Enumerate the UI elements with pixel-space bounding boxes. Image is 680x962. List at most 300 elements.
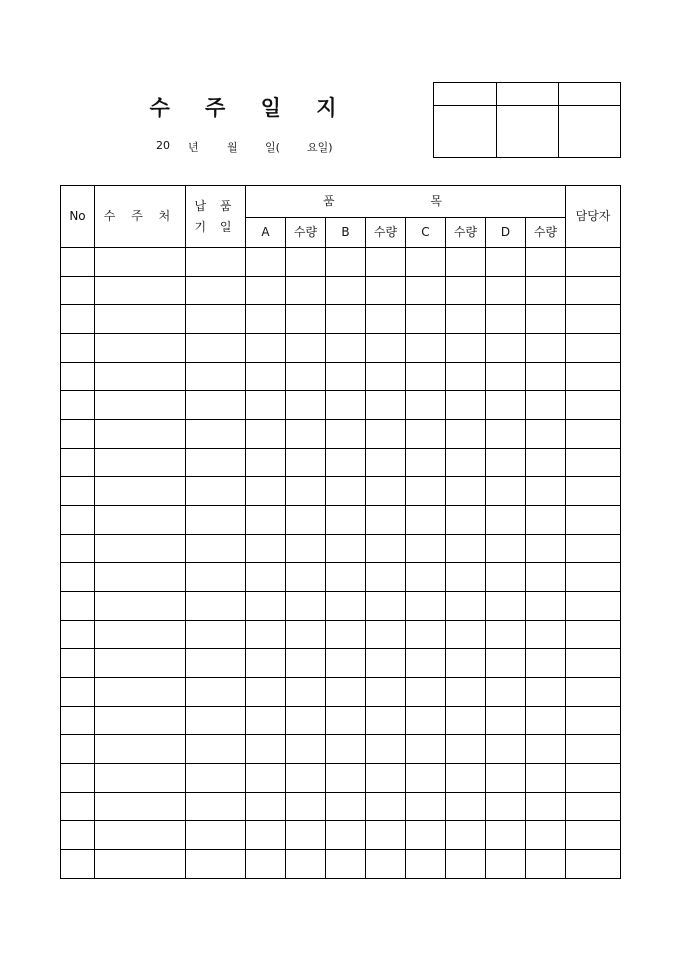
qty-a-cell[interactable] xyxy=(286,276,326,305)
due-date-cell[interactable] xyxy=(186,305,246,334)
due-date-cell[interactable] xyxy=(186,592,246,621)
header-no: No xyxy=(61,186,95,248)
item-d-cell[interactable] xyxy=(486,792,526,821)
qty-c-cell[interactable] xyxy=(446,821,486,850)
manager-cell[interactable] xyxy=(566,391,621,420)
item-a-cell[interactable] xyxy=(246,735,286,764)
manager-cell[interactable] xyxy=(566,420,621,449)
item-a-cell[interactable] xyxy=(246,391,286,420)
item-b-cell[interactable] xyxy=(326,850,366,879)
item-a-cell[interactable] xyxy=(246,248,286,277)
qty-d-cell[interactable] xyxy=(526,362,566,391)
manager-cell[interactable] xyxy=(566,506,621,535)
manager-cell[interactable] xyxy=(566,534,621,563)
item-b-cell[interactable] xyxy=(326,477,366,506)
table-row xyxy=(61,477,621,506)
qty-b-cell[interactable] xyxy=(366,792,406,821)
qty-b-cell[interactable] xyxy=(366,276,406,305)
qty-b-cell[interactable] xyxy=(366,477,406,506)
no-cell[interactable] xyxy=(61,477,95,506)
qty-a-cell[interactable] xyxy=(286,792,326,821)
qty-c-cell[interactable] xyxy=(446,448,486,477)
item-c-cell[interactable] xyxy=(406,850,446,879)
qty-a-cell[interactable] xyxy=(286,678,326,707)
qty-d-cell[interactable] xyxy=(526,620,566,649)
due-date-cell[interactable] xyxy=(186,276,246,305)
qty-a-cell[interactable] xyxy=(286,850,326,879)
due-date-cell[interactable] xyxy=(186,248,246,277)
year-prefix: 20 xyxy=(156,139,170,152)
client-cell[interactable] xyxy=(95,592,186,621)
item-a-cell[interactable] xyxy=(246,448,286,477)
item-d-cell[interactable] xyxy=(486,334,526,363)
year-unit: 년 xyxy=(188,141,199,154)
manager-cell[interactable] xyxy=(566,649,621,678)
qty-b-cell[interactable] xyxy=(366,362,406,391)
qty-d-cell[interactable] xyxy=(526,649,566,678)
qty-c-cell[interactable] xyxy=(446,592,486,621)
item-c-cell[interactable] xyxy=(406,706,446,735)
header-client: 수 주 처 xyxy=(95,186,186,248)
table-body xyxy=(61,248,621,879)
qty-c-cell[interactable] xyxy=(446,764,486,793)
qty-b-cell[interactable] xyxy=(366,534,406,563)
qty-d-cell[interactable] xyxy=(526,706,566,735)
item-d-cell[interactable] xyxy=(486,276,526,305)
item-d-cell[interactable] xyxy=(486,448,526,477)
header-items-group: 품 목 xyxy=(246,186,566,218)
manager-cell[interactable] xyxy=(566,592,621,621)
client-cell[interactable] xyxy=(95,362,186,391)
month-unit: 월 xyxy=(227,141,238,154)
client-cell[interactable] xyxy=(95,420,186,449)
item-c-cell[interactable] xyxy=(406,334,446,363)
qty-b-cell[interactable] xyxy=(366,649,406,678)
item-c-cell[interactable] xyxy=(406,678,446,707)
qty-d-cell[interactable] xyxy=(526,391,566,420)
item-b-cell[interactable] xyxy=(326,334,366,363)
manager-cell[interactable] xyxy=(566,334,621,363)
qty-b-cell[interactable] xyxy=(366,448,406,477)
item-a-cell[interactable] xyxy=(246,276,286,305)
due-date-cell[interactable] xyxy=(186,792,246,821)
client-cell[interactable] xyxy=(95,792,186,821)
item-d-cell[interactable] xyxy=(486,592,526,621)
header-item-letter: C xyxy=(406,218,446,248)
qty-b-cell[interactable] xyxy=(366,563,406,592)
manager-cell[interactable] xyxy=(566,821,621,850)
qty-d-cell[interactable] xyxy=(526,534,566,563)
no-cell[interactable] xyxy=(61,592,95,621)
client-cell[interactable] xyxy=(95,305,186,334)
item-b-cell[interactable] xyxy=(326,305,366,334)
item-c-cell[interactable] xyxy=(406,506,446,535)
no-cell[interactable] xyxy=(61,506,95,535)
due-date-cell[interactable] xyxy=(186,706,246,735)
qty-a-cell[interactable] xyxy=(286,477,326,506)
manager-cell[interactable] xyxy=(566,276,621,305)
due-date-cell[interactable] xyxy=(186,678,246,707)
qty-b-cell[interactable] xyxy=(366,735,406,764)
qty-b-cell[interactable] xyxy=(366,764,406,793)
item-b-cell[interactable] xyxy=(326,391,366,420)
due-date-cell[interactable] xyxy=(186,821,246,850)
qty-b-cell[interactable] xyxy=(366,506,406,535)
table-row xyxy=(61,706,621,735)
qty-a-cell[interactable] xyxy=(286,420,326,449)
qty-a-cell[interactable] xyxy=(286,563,326,592)
item-c-cell[interactable] xyxy=(406,248,446,277)
qty-b-cell[interactable] xyxy=(366,248,406,277)
manager-cell[interactable] xyxy=(566,248,621,277)
item-c-cell[interactable] xyxy=(406,592,446,621)
item-a-cell[interactable] xyxy=(246,334,286,363)
client-cell[interactable] xyxy=(95,391,186,420)
item-a-cell[interactable] xyxy=(246,764,286,793)
item-d-cell[interactable] xyxy=(486,735,526,764)
due-date-cell[interactable] xyxy=(186,764,246,793)
client-cell[interactable] xyxy=(95,248,186,277)
approval-header-cell[interactable] xyxy=(559,83,621,106)
no-cell[interactable] xyxy=(61,362,95,391)
item-b-cell[interactable] xyxy=(326,362,366,391)
qty-d-cell[interactable] xyxy=(526,678,566,707)
item-c-cell[interactable] xyxy=(406,420,446,449)
client-cell[interactable] xyxy=(95,563,186,592)
item-d-cell[interactable] xyxy=(486,305,526,334)
qty-d-cell[interactable] xyxy=(526,477,566,506)
item-a-cell[interactable] xyxy=(246,821,286,850)
item-a-cell[interactable] xyxy=(246,620,286,649)
item-b-cell[interactable] xyxy=(326,764,366,793)
qty-b-cell[interactable] xyxy=(366,678,406,707)
qty-c-cell[interactable] xyxy=(446,620,486,649)
item-c-cell[interactable] xyxy=(406,649,446,678)
qty-a-cell[interactable] xyxy=(286,649,326,678)
item-b-cell[interactable] xyxy=(326,448,366,477)
qty-d-cell[interactable] xyxy=(526,764,566,793)
manager-cell[interactable] xyxy=(566,477,621,506)
qty-d-cell[interactable] xyxy=(526,506,566,535)
due-date-cell[interactable] xyxy=(186,420,246,449)
table-row xyxy=(61,334,621,363)
item-b-cell[interactable] xyxy=(326,735,366,764)
item-a-cell[interactable] xyxy=(246,477,286,506)
client-cell[interactable] xyxy=(95,477,186,506)
item-a-cell[interactable] xyxy=(246,362,286,391)
approval-sign-cell[interactable] xyxy=(434,106,497,158)
item-b-cell[interactable] xyxy=(326,792,366,821)
item-d-cell[interactable] xyxy=(486,678,526,707)
item-d-cell[interactable] xyxy=(486,506,526,535)
manager-cell[interactable] xyxy=(566,362,621,391)
item-a-cell[interactable] xyxy=(246,592,286,621)
qty-b-cell[interactable] xyxy=(366,592,406,621)
no-cell[interactable] xyxy=(61,706,95,735)
qty-a-cell[interactable] xyxy=(286,305,326,334)
qty-c-cell[interactable] xyxy=(446,420,486,449)
qty-c-cell[interactable] xyxy=(446,391,486,420)
approval-header-cell[interactable] xyxy=(497,83,559,106)
manager-cell[interactable] xyxy=(566,620,621,649)
header-quantity: 수량 xyxy=(286,218,326,248)
item-a-cell[interactable] xyxy=(246,678,286,707)
item-d-cell[interactable] xyxy=(486,362,526,391)
order-log-table xyxy=(60,185,621,879)
item-a-cell[interactable] xyxy=(246,420,286,449)
due-date-cell[interactable] xyxy=(186,391,246,420)
qty-c-cell[interactable] xyxy=(446,534,486,563)
qty-a-cell[interactable] xyxy=(286,764,326,793)
due-date-cell[interactable] xyxy=(186,448,246,477)
due-date-cell[interactable] xyxy=(186,534,246,563)
item-c-cell[interactable] xyxy=(406,477,446,506)
item-d-cell[interactable] xyxy=(486,563,526,592)
item-d-cell[interactable] xyxy=(486,420,526,449)
item-b-cell[interactable] xyxy=(326,678,366,707)
no-cell[interactable] xyxy=(61,391,95,420)
no-cell[interactable] xyxy=(61,678,95,707)
due-date-cell[interactable] xyxy=(186,477,246,506)
qty-d-cell[interactable] xyxy=(526,592,566,621)
client-cell[interactable] xyxy=(95,620,186,649)
client-cell[interactable] xyxy=(95,706,186,735)
item-d-cell[interactable] xyxy=(486,477,526,506)
qty-c-cell[interactable] xyxy=(446,678,486,707)
due-date-cell[interactable] xyxy=(186,334,246,363)
manager-cell[interactable] xyxy=(566,563,621,592)
table-row xyxy=(61,678,621,707)
qty-a-cell[interactable] xyxy=(286,620,326,649)
header-quantity: 수량 xyxy=(366,218,406,248)
qty-d-cell[interactable] xyxy=(526,850,566,879)
qty-c-cell[interactable] xyxy=(446,563,486,592)
manager-cell[interactable] xyxy=(566,678,621,707)
item-c-cell[interactable] xyxy=(406,735,446,764)
item-c-cell[interactable] xyxy=(406,276,446,305)
header-quantity: 수량 xyxy=(446,218,486,248)
item-c-cell[interactable] xyxy=(406,792,446,821)
no-cell[interactable] xyxy=(61,305,95,334)
qty-a-cell[interactable] xyxy=(286,592,326,621)
due-date-cell[interactable] xyxy=(186,850,246,879)
qty-d-cell[interactable] xyxy=(526,305,566,334)
table-row xyxy=(61,821,621,850)
item-c-cell[interactable] xyxy=(406,563,446,592)
item-a-cell[interactable] xyxy=(246,305,286,334)
manager-cell[interactable] xyxy=(566,850,621,879)
qty-d-cell[interactable] xyxy=(526,735,566,764)
qty-a-cell[interactable] xyxy=(286,506,326,535)
qty-b-cell[interactable] xyxy=(366,420,406,449)
qty-d-cell[interactable] xyxy=(526,792,566,821)
item-c-cell[interactable] xyxy=(406,448,446,477)
item-d-cell[interactable] xyxy=(486,764,526,793)
qty-a-cell[interactable] xyxy=(286,735,326,764)
item-b-cell[interactable] xyxy=(326,649,366,678)
item-d-cell[interactable] xyxy=(486,391,526,420)
client-cell[interactable] xyxy=(95,649,186,678)
table-row xyxy=(61,592,621,621)
client-cell[interactable] xyxy=(95,850,186,879)
client-cell[interactable] xyxy=(95,764,186,793)
manager-cell[interactable] xyxy=(566,448,621,477)
item-a-cell[interactable] xyxy=(246,649,286,678)
qty-c-cell[interactable] xyxy=(446,735,486,764)
item-c-cell[interactable] xyxy=(406,764,446,793)
client-cell[interactable] xyxy=(95,534,186,563)
no-cell[interactable] xyxy=(61,420,95,449)
item-b-cell[interactable] xyxy=(326,420,366,449)
qty-d-cell[interactable] xyxy=(526,334,566,363)
no-cell[interactable] xyxy=(61,534,95,563)
table-row xyxy=(61,248,621,277)
due-date-cell[interactable] xyxy=(186,620,246,649)
client-cell[interactable] xyxy=(95,821,186,850)
due-date-cell[interactable] xyxy=(186,506,246,535)
item-c-cell[interactable] xyxy=(406,362,446,391)
no-cell[interactable] xyxy=(61,850,95,879)
qty-c-cell[interactable] xyxy=(446,305,486,334)
item-c-cell[interactable] xyxy=(406,391,446,420)
qty-a-cell[interactable] xyxy=(286,706,326,735)
qty-c-cell[interactable] xyxy=(446,362,486,391)
manager-cell[interactable] xyxy=(566,792,621,821)
item-d-cell[interactable] xyxy=(486,850,526,879)
qty-d-cell[interactable] xyxy=(526,821,566,850)
qty-c-cell[interactable] xyxy=(446,276,486,305)
item-b-cell[interactable] xyxy=(326,592,366,621)
item-b-cell[interactable] xyxy=(326,506,366,535)
item-a-cell[interactable] xyxy=(246,506,286,535)
manager-cell[interactable] xyxy=(566,706,621,735)
qty-b-cell[interactable] xyxy=(366,850,406,879)
qty-c-cell[interactable] xyxy=(446,706,486,735)
client-cell[interactable] xyxy=(95,276,186,305)
client-cell[interactable] xyxy=(95,334,186,363)
header-due-line2: 기 일 xyxy=(194,219,237,234)
document-title: 수 주 일 지 xyxy=(149,95,351,120)
item-a-cell[interactable] xyxy=(246,706,286,735)
client-cell[interactable] xyxy=(95,448,186,477)
qty-a-cell[interactable] xyxy=(286,362,326,391)
item-b-cell[interactable] xyxy=(326,248,366,277)
qty-c-cell[interactable] xyxy=(446,248,486,277)
item-d-cell[interactable] xyxy=(486,248,526,277)
qty-a-cell[interactable] xyxy=(286,391,326,420)
qty-a-cell[interactable] xyxy=(286,534,326,563)
manager-cell[interactable] xyxy=(566,735,621,764)
item-d-cell[interactable] xyxy=(486,821,526,850)
qty-b-cell[interactable] xyxy=(366,334,406,363)
qty-d-cell[interactable] xyxy=(526,563,566,592)
no-cell[interactable] xyxy=(61,563,95,592)
client-cell[interactable] xyxy=(95,506,186,535)
no-cell[interactable] xyxy=(61,620,95,649)
qty-c-cell[interactable] xyxy=(446,792,486,821)
item-a-cell[interactable] xyxy=(246,534,286,563)
due-date-cell[interactable] xyxy=(186,649,246,678)
due-date-cell[interactable] xyxy=(186,563,246,592)
item-a-cell[interactable] xyxy=(246,850,286,879)
approval-sign-cell[interactable] xyxy=(497,106,559,158)
header-item-letter: D xyxy=(486,218,526,248)
qty-d-cell[interactable] xyxy=(526,420,566,449)
item-b-cell[interactable] xyxy=(326,276,366,305)
qty-b-cell[interactable] xyxy=(366,706,406,735)
qty-b-cell[interactable] xyxy=(366,305,406,334)
qty-b-cell[interactable] xyxy=(366,391,406,420)
qty-d-cell[interactable] xyxy=(526,276,566,305)
manager-cell[interactable] xyxy=(566,305,621,334)
item-a-cell[interactable] xyxy=(246,792,286,821)
item-b-cell[interactable] xyxy=(326,706,366,735)
item-c-cell[interactable] xyxy=(406,620,446,649)
manager-cell[interactable] xyxy=(566,764,621,793)
item-b-cell[interactable] xyxy=(326,563,366,592)
qty-a-cell[interactable] xyxy=(286,448,326,477)
qty-b-cell[interactable] xyxy=(366,620,406,649)
no-cell[interactable] xyxy=(61,764,95,793)
qty-c-cell[interactable] xyxy=(446,850,486,879)
no-cell[interactable] xyxy=(61,792,95,821)
client-cell[interactable] xyxy=(95,678,186,707)
no-cell[interactable] xyxy=(61,334,95,363)
item-b-cell[interactable] xyxy=(326,821,366,850)
table-row xyxy=(61,448,621,477)
item-c-cell[interactable] xyxy=(406,821,446,850)
qty-d-cell[interactable] xyxy=(526,248,566,277)
approval-header-cell[interactable] xyxy=(434,83,497,106)
table-row xyxy=(61,764,621,793)
no-cell[interactable] xyxy=(61,649,95,678)
no-cell[interactable] xyxy=(61,276,95,305)
approval-sign-cell[interactable] xyxy=(559,106,621,158)
due-date-cell[interactable] xyxy=(186,735,246,764)
table-row xyxy=(61,735,621,764)
client-cell[interactable] xyxy=(95,735,186,764)
qty-c-cell[interactable] xyxy=(446,334,486,363)
header-item-letter: B xyxy=(326,218,366,248)
item-b-cell[interactable] xyxy=(326,620,366,649)
due-date-cell[interactable] xyxy=(186,362,246,391)
table-row xyxy=(61,792,621,821)
item-d-cell[interactable] xyxy=(486,649,526,678)
qty-c-cell[interactable] xyxy=(446,477,486,506)
item-a-cell[interactable] xyxy=(246,563,286,592)
header-quantity: 수량 xyxy=(526,218,566,248)
qty-a-cell[interactable] xyxy=(286,821,326,850)
qty-a-cell[interactable] xyxy=(286,334,326,363)
qty-c-cell[interactable] xyxy=(446,649,486,678)
qty-c-cell[interactable] xyxy=(446,506,486,535)
item-b-cell[interactable] xyxy=(326,534,366,563)
table-row xyxy=(61,534,621,563)
no-cell[interactable] xyxy=(61,735,95,764)
item-c-cell[interactable] xyxy=(406,305,446,334)
no-cell[interactable] xyxy=(61,248,95,277)
item-d-cell[interactable] xyxy=(486,534,526,563)
qty-d-cell[interactable] xyxy=(526,448,566,477)
header-manager: 담당자 xyxy=(566,186,621,248)
item-c-cell[interactable] xyxy=(406,534,446,563)
qty-b-cell[interactable] xyxy=(366,821,406,850)
item-d-cell[interactable] xyxy=(486,620,526,649)
qty-a-cell[interactable] xyxy=(286,248,326,277)
no-cell[interactable] xyxy=(61,448,95,477)
no-cell[interactable] xyxy=(61,821,95,850)
item-d-cell[interactable] xyxy=(486,706,526,735)
